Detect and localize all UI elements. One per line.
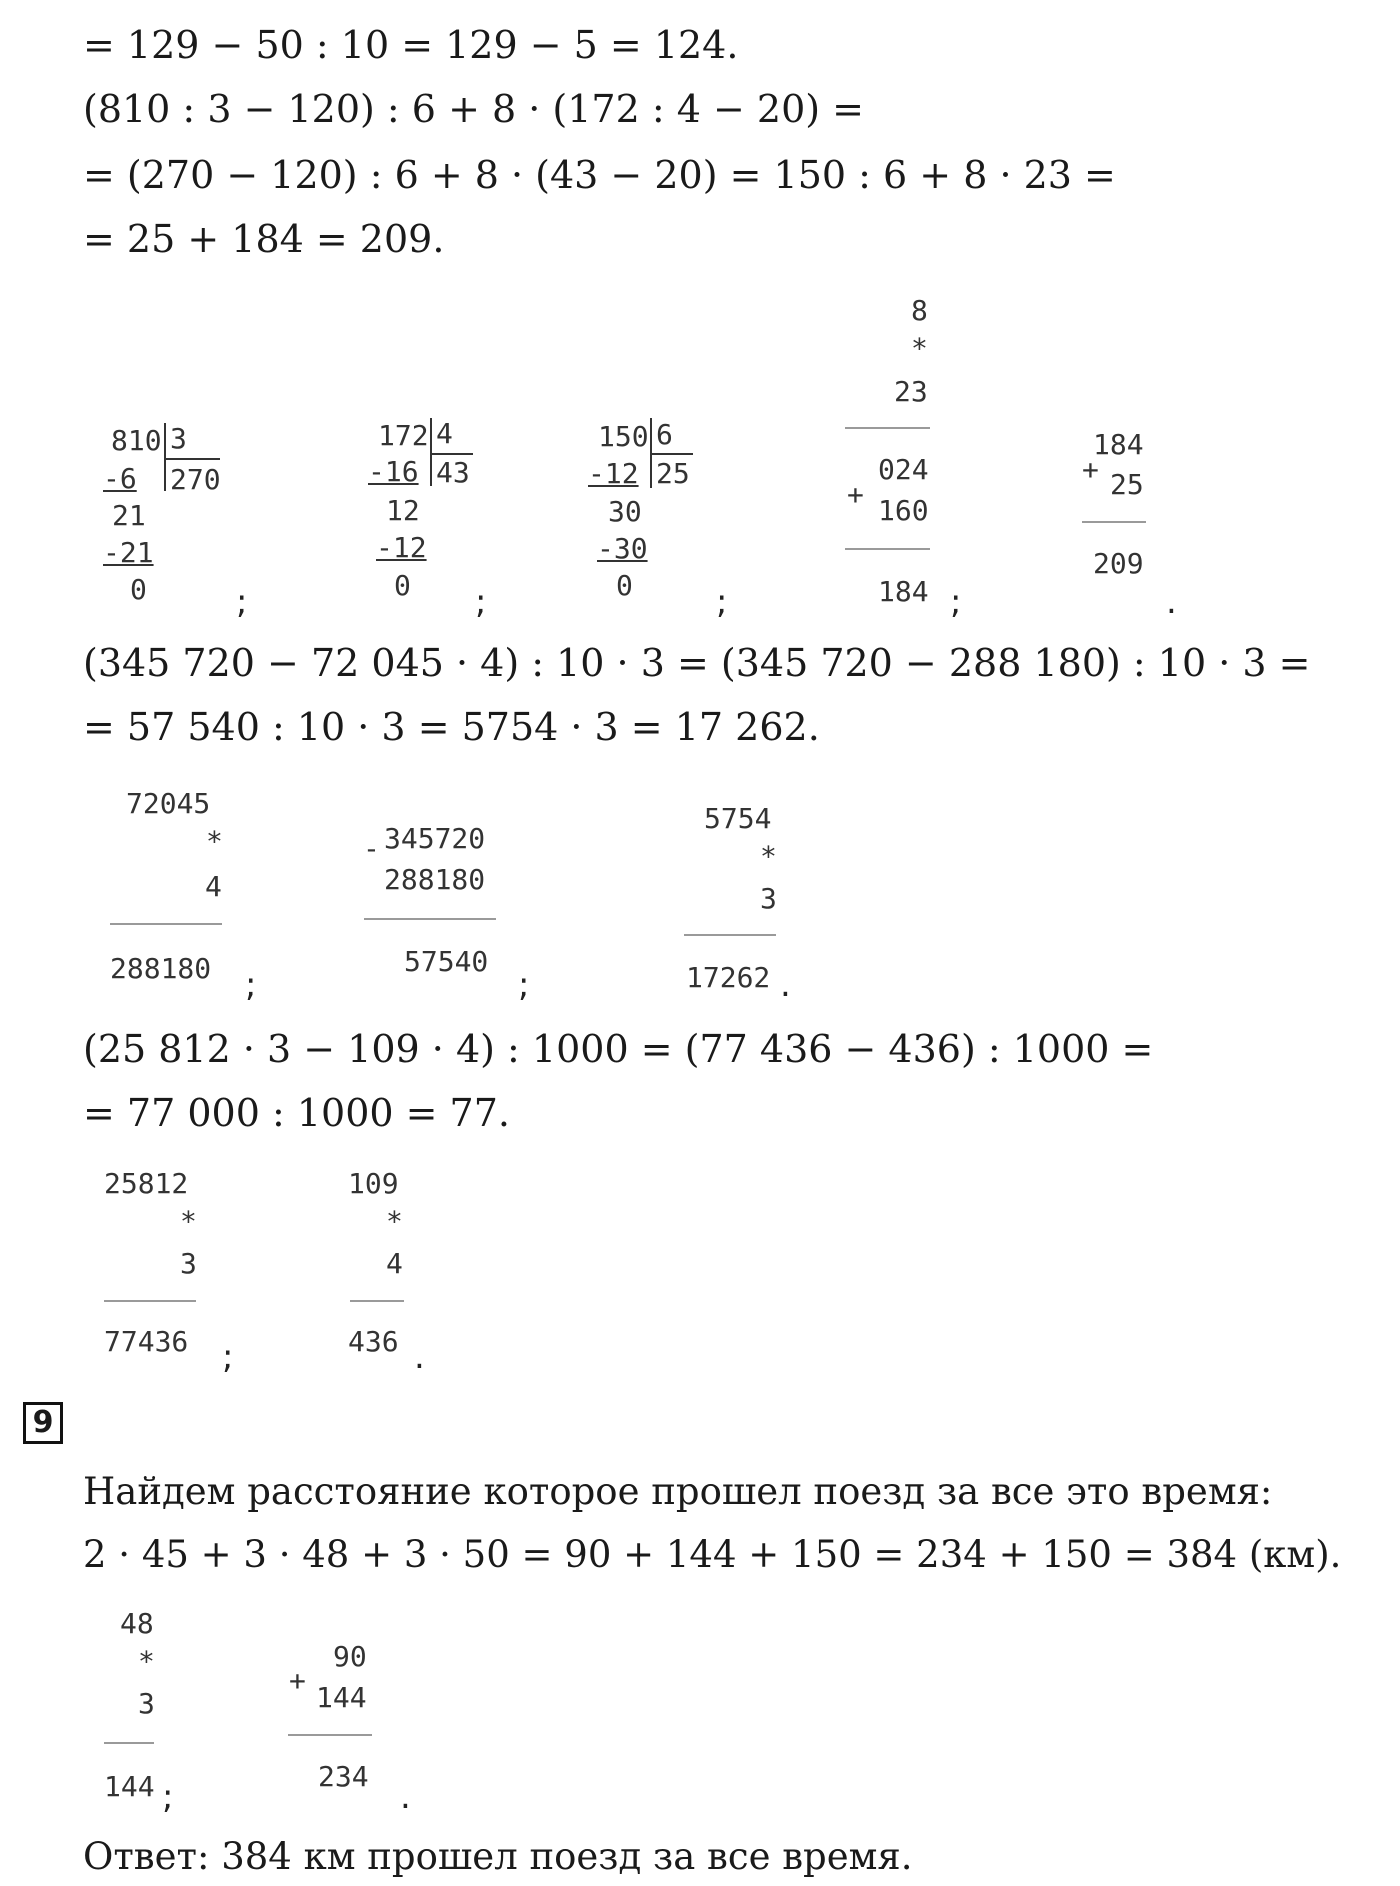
rule-line bbox=[845, 548, 930, 550]
sum: 209 bbox=[1093, 547, 1144, 580]
factor-a: 8 bbox=[911, 294, 928, 327]
semicolon: ; bbox=[236, 582, 248, 622]
addend-a: 184 bbox=[1093, 428, 1144, 461]
rule-line bbox=[288, 1734, 372, 1736]
factor-a: 25812 bbox=[104, 1167, 189, 1200]
divisor-line bbox=[651, 453, 693, 455]
divisor-line bbox=[431, 453, 473, 455]
semicolon: ; bbox=[950, 582, 962, 622]
division-bracket bbox=[430, 418, 432, 486]
division-bracket bbox=[164, 423, 166, 491]
step-4: 0 bbox=[394, 569, 411, 602]
multiply-sign: * bbox=[911, 332, 928, 365]
rule-line bbox=[104, 1300, 196, 1302]
multiply-sign: * bbox=[138, 1645, 155, 1678]
addend-a: 90 bbox=[333, 1640, 367, 1673]
quotient: 270 bbox=[170, 463, 221, 496]
addend-b: 25 bbox=[1110, 468, 1144, 501]
step-4: 0 bbox=[130, 573, 147, 606]
step-3: -30 bbox=[597, 532, 648, 565]
semicolon: ; bbox=[162, 1777, 174, 1817]
factor-a: 109 bbox=[348, 1167, 399, 1200]
semicolon: ; bbox=[518, 965, 530, 1005]
step-2: 21 bbox=[112, 499, 146, 532]
factor-a: 72045 bbox=[126, 787, 211, 820]
divisor: 6 bbox=[656, 418, 673, 451]
dividend: 172 bbox=[378, 419, 429, 452]
multiply-sign: * bbox=[180, 1205, 197, 1238]
semicolon: ; bbox=[245, 965, 257, 1005]
difference: 57540 bbox=[404, 945, 489, 978]
step-1: -6 bbox=[103, 462, 137, 495]
rule-line bbox=[1082, 521, 1146, 523]
semicolon: ; bbox=[716, 582, 728, 622]
factor-a: 5754 bbox=[704, 802, 772, 835]
task9-intro: Найдем расстояние которое прошел поезд за все это время: bbox=[83, 1470, 1273, 1513]
step-3: -12 bbox=[376, 531, 427, 564]
step-1: -12 bbox=[588, 457, 639, 490]
factor-b: 4 bbox=[205, 870, 222, 903]
rule-line bbox=[104, 1742, 154, 1744]
factor-b: 23 bbox=[894, 375, 928, 408]
partial-product-1: 024 bbox=[878, 453, 929, 486]
plus-sign: + bbox=[1082, 453, 1099, 486]
factor-b: 4 bbox=[386, 1247, 403, 1280]
minus-sign: - bbox=[363, 832, 380, 865]
equation-line-4: = 25 + 184 = 209. bbox=[83, 217, 445, 261]
equation-line-6: = 57 540 : 10 · 3 = 5754 · 3 = 17 262. bbox=[83, 705, 820, 749]
factor-b: 3 bbox=[138, 1687, 155, 1720]
step-4: 0 bbox=[616, 569, 633, 602]
product: 184 bbox=[878, 575, 929, 608]
multiply-sign: * bbox=[386, 1205, 403, 1238]
dividend: 150 bbox=[598, 420, 649, 453]
product: 288180 bbox=[110, 952, 212, 985]
equation-line-8: = 77 000 : 1000 = 77. bbox=[83, 1091, 510, 1135]
divisor: 3 bbox=[170, 422, 187, 455]
partial-product-2: 160 bbox=[878, 494, 929, 527]
step-3: -21 bbox=[103, 536, 154, 569]
factor-a: 48 bbox=[120, 1607, 154, 1640]
rule-line bbox=[110, 923, 222, 925]
semicolon: ; bbox=[222, 1337, 234, 1377]
factor-b: 3 bbox=[180, 1247, 197, 1280]
equation-line-3: = (270 − 120) : 6 + 8 · (43 − 20) = 150 : 6 + 8 · 23 = bbox=[83, 153, 1116, 197]
rule-line bbox=[845, 427, 930, 429]
equation-line-7: (25 812 · 3 − 109 · 4) : 1000 = (77 436 − 436) : 1000 = bbox=[83, 1027, 1154, 1071]
product: 77436 bbox=[104, 1325, 189, 1358]
plus-sign: + bbox=[847, 478, 864, 511]
equation-line-1: = 129 − 50 : 10 = 129 − 5 = 124. bbox=[83, 23, 739, 67]
multiply-sign: * bbox=[206, 825, 223, 858]
quotient: 43 bbox=[436, 456, 470, 489]
divisor-line bbox=[165, 458, 220, 460]
plus-sign: + bbox=[289, 1664, 306, 1697]
addend-b: 144 bbox=[316, 1681, 367, 1714]
quotient: 25 bbox=[656, 457, 690, 490]
sum: 234 bbox=[318, 1760, 369, 1793]
subtrahend: 288180 bbox=[384, 863, 486, 896]
task9-equation: 2 · 45 + 3 · 48 + 3 · 50 = 90 + 144 + 150 = 234 + 150 = 384 (км). bbox=[83, 1533, 1342, 1576]
step-1: -16 bbox=[368, 455, 419, 488]
multiply-sign: * bbox=[760, 840, 777, 873]
product: 144 bbox=[104, 1770, 155, 1803]
period: . bbox=[1166, 582, 1177, 622]
factor-b: 3 bbox=[760, 882, 777, 915]
dividend: 810 bbox=[111, 424, 162, 457]
product: 17262 bbox=[686, 961, 771, 994]
step-2: 30 bbox=[608, 495, 642, 528]
period: . bbox=[400, 1777, 411, 1817]
period: . bbox=[780, 965, 791, 1005]
equation-line-5: (345 720 − 72 045 · 4) : 10 · 3 = (345 720 − 288 180) : 10 · 3 = bbox=[83, 641, 1311, 685]
task9-answer: Ответ: 384 км прошел поезд за все время. bbox=[83, 1835, 913, 1878]
product: 436 bbox=[348, 1325, 399, 1358]
period: . bbox=[414, 1337, 425, 1377]
equation-line-2: (810 : 3 − 120) : 6 + 8 · (172 : 4 − 20) = bbox=[83, 87, 864, 131]
divisor: 4 bbox=[436, 417, 453, 450]
rule-line bbox=[684, 934, 776, 936]
semicolon: ; bbox=[475, 582, 487, 622]
task-number-badge: 9 bbox=[23, 1402, 63, 1444]
minuend: 345720 bbox=[384, 822, 486, 855]
rule-line bbox=[364, 918, 496, 920]
rule-line bbox=[350, 1300, 404, 1302]
step-2: 12 bbox=[386, 494, 420, 527]
